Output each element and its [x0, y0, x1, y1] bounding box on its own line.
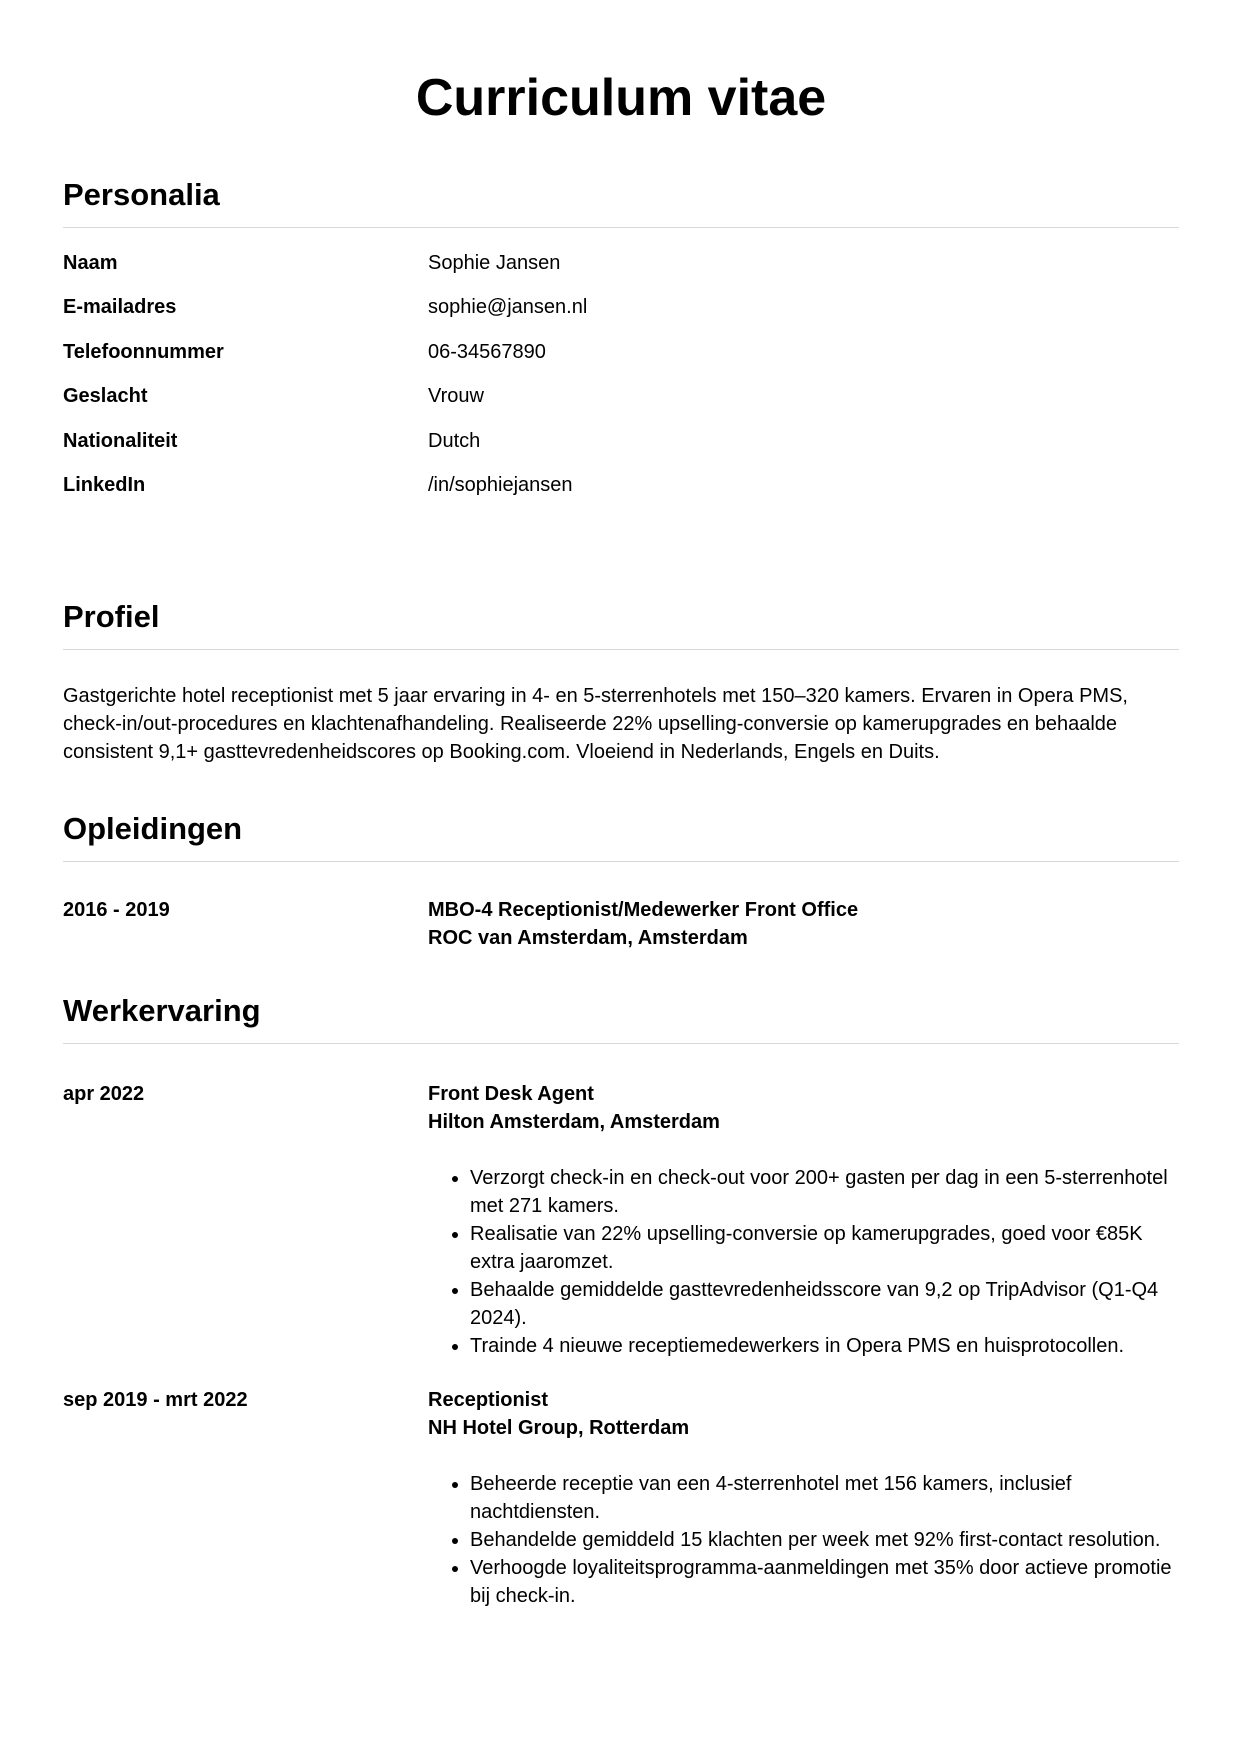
- field-label: Nationaliteit: [63, 430, 178, 452]
- entry-title: MBO-4 Receptionist/Medewerker Front Office: [428, 899, 859, 921]
- field-value: /in/sophiejansen: [428, 474, 573, 496]
- section-heading-personalia: Personalia: [63, 176, 1179, 228]
- list-item: • Verzorgt check-in en check-out voor 200+ gasten per dag in een 5-sterrenhotel met 271 kamers.: [470, 1164, 1179, 1220]
- profile-summary: Gastgerichte hotel receptionist met 5 jaar ervaring in 4- en 5-sterrenhotels met 150–320 kamers. Ervaren in Opera PMS, check-in/out-procedures en klachtenafhandeling. Realiseerde 22% upselling-conversie op kamerupgrades en behaalde consistent 9,1+ gasttevredenheidscores op Booking.com. Vloeiend in Nederlands, Engels en Duits.: [63, 685, 1128, 763]
- entry-period: apr 2022: [63, 1083, 145, 1105]
- list-item: • Trainde 4 nieuwe receptiemedewerkers in Opera PMS en huisprotocollen.: [470, 1332, 1179, 1360]
- section-heading-profiel: Profiel: [63, 598, 1179, 650]
- entry-detail: [428, 1080, 1179, 1360]
- field-label: E-mailadres: [63, 296, 177, 318]
- field-label: Geslacht: [63, 385, 148, 407]
- entry-organization: NH Hotel Group, Rotterdam: [428, 1417, 690, 1439]
- section-heading-opleidingen: Opleidingen: [63, 810, 1179, 862]
- section-heading-werkervaring: Werkervaring: [63, 992, 1179, 1044]
- achievement-list: [428, 1164, 1179, 1360]
- list-item: • Verhoogde loyaliteitsprogramma-aanmeldingen met 35% door actieve promotie bij check-in.: [470, 1554, 1179, 1610]
- list-item: • Behaalde gemiddelde gasttevredenheidsscore van 9,2 op TripAdvisor (Q1-Q4 2024).: [470, 1276, 1179, 1332]
- field-label: Telefoonnummer: [63, 341, 224, 363]
- field-label: LinkedIn: [63, 474, 146, 496]
- entry-title: Receptionist: [428, 1389, 549, 1411]
- entry-organization: ROC van Amsterdam, Amsterdam: [428, 927, 748, 949]
- field-label: Naam: [63, 252, 118, 274]
- field-value: Sophie Jansen: [428, 252, 561, 274]
- list-item: • Realisatie van 22% upselling-conversie op kamerupgrades, goed voor €85K extra jaaromzet.: [470, 1220, 1179, 1276]
- achievement-list: [428, 1470, 1179, 1610]
- field-value: 06-34567890: [428, 341, 546, 363]
- entry-period: 2016 - 2019: [63, 899, 170, 921]
- entry-detail: [428, 896, 1179, 952]
- field-value: Dutch: [428, 430, 481, 452]
- list-item: • Behandelde gemiddeld 15 klachten per week met 92% first-contact resolution.: [470, 1526, 1179, 1554]
- document-title: Curriculum vitae: [415, 69, 827, 127]
- field-value: sophie@jansen.nl: [428, 296, 588, 318]
- entry-period: sep 2019 - mrt 2022: [63, 1389, 248, 1411]
- entry-organization: Hilton Amsterdam, Amsterdam: [428, 1111, 720, 1133]
- field-value: Vrouw: [428, 385, 484, 407]
- entry-detail: [428, 1386, 1179, 1610]
- entry-title: Front Desk Agent: [428, 1083, 594, 1105]
- list-item: • Beheerde receptie van een 4-sterrenhotel met 156 kamers, inclusief nachtdiensten.: [470, 1470, 1179, 1526]
